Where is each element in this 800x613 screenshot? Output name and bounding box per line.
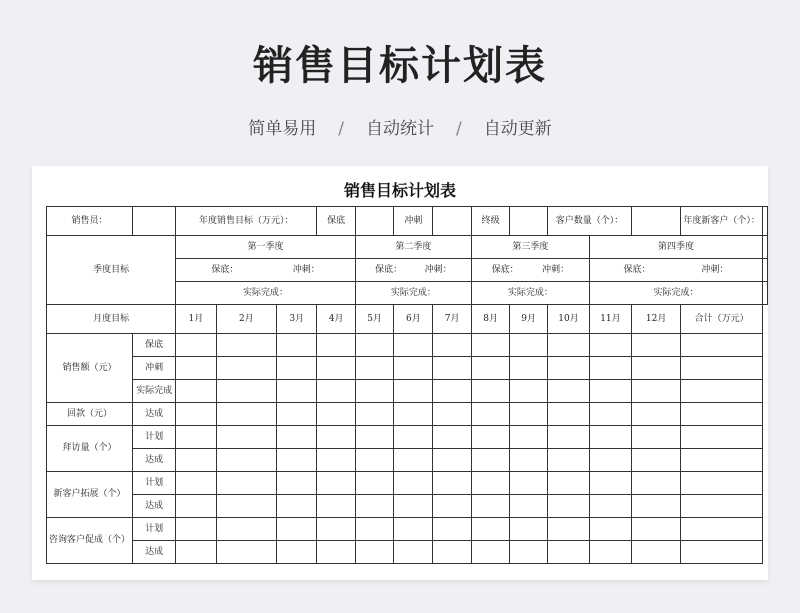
new-clients-label: 新客户拓展（个） (47, 472, 133, 518)
month-target-label: 月度目标 (47, 305, 176, 334)
data-cell[interactable] (355, 334, 393, 357)
sales-target-table (46, 206, 768, 564)
q3-actual[interactable]: 实际完成： (471, 282, 589, 305)
final-label: 终级 (471, 207, 509, 236)
data-cell[interactable] (394, 426, 433, 449)
data-cell[interactable] (589, 357, 631, 380)
data-cell[interactable] (355, 380, 393, 403)
data-cell[interactable] (216, 472, 277, 495)
table-row (47, 403, 768, 426)
data-cell[interactable] (681, 495, 763, 518)
data-cell[interactable] (547, 449, 589, 472)
data-cell[interactable] (433, 403, 471, 426)
data-cell[interactable] (510, 518, 548, 541)
data-cell[interactable] (317, 518, 355, 541)
data-cell[interactable] (589, 541, 631, 564)
month-4: 4月 (317, 305, 355, 334)
data-cell[interactable] (589, 472, 631, 495)
data-cell[interactable] (394, 380, 433, 403)
visits-achieved-label: 达成 (133, 449, 176, 472)
subtitle-separator: / (456, 119, 462, 139)
data-cell[interactable] (394, 472, 433, 495)
visits-plan-label: 计划 (133, 426, 176, 449)
data-cell[interactable] (471, 334, 509, 357)
data-cell[interactable] (681, 403, 763, 426)
data-cell[interactable] (471, 541, 509, 564)
q1-sprint-label: 冲刺： (292, 264, 320, 275)
data-cell[interactable] (277, 541, 317, 564)
data-cell[interactable] (277, 449, 317, 472)
data-cell[interactable] (216, 449, 277, 472)
q4-targets[interactable] (589, 259, 762, 282)
sales-sprint-label: 冲刺 (133, 357, 176, 380)
data-cell[interactable] (394, 495, 433, 518)
data-cell[interactable] (176, 541, 216, 564)
data-cell[interactable] (355, 495, 393, 518)
data-cell[interactable] (589, 426, 631, 449)
data-cell[interactable] (433, 449, 471, 472)
data-cell[interactable] (317, 357, 355, 380)
data-cell[interactable] (216, 518, 277, 541)
data-cell[interactable] (216, 541, 277, 564)
data-cell[interactable] (471, 518, 509, 541)
guarantee-value[interactable] (355, 207, 393, 236)
data-cell[interactable] (317, 472, 355, 495)
data-cell[interactable] (277, 518, 317, 541)
visits-label: 拜访量（个） (47, 426, 133, 472)
data-cell[interactable] (510, 472, 548, 495)
data-cell[interactable] (277, 472, 317, 495)
table-row (47, 541, 768, 564)
data-cell[interactable] (631, 449, 680, 472)
month-11: 11月 (589, 305, 631, 334)
data-cell[interactable] (681, 426, 763, 449)
month-8: 8月 (471, 305, 509, 334)
data-cell[interactable] (547, 357, 589, 380)
data-cell[interactable] (547, 541, 589, 564)
data-cell[interactable] (216, 403, 277, 426)
q2-targets[interactable] (355, 259, 471, 282)
table-row (47, 380, 768, 403)
q1-actual[interactable]: 实际完成： (176, 282, 356, 305)
data-cell[interactable] (394, 518, 433, 541)
data-cell[interactable] (355, 449, 393, 472)
annual-target-label: 年度销售目标（万元）： (176, 207, 317, 236)
data-cell[interactable] (681, 380, 763, 403)
data-cell[interactable] (277, 495, 317, 518)
sales-guarantee-label: 保底 (133, 334, 176, 357)
table-row (47, 357, 768, 380)
data-cell[interactable] (176, 403, 216, 426)
data-cell[interactable] (317, 495, 355, 518)
data-cell[interactable] (355, 472, 393, 495)
data-cell[interactable] (681, 357, 763, 380)
customer-count-label: 客户数量（个）： (547, 207, 631, 236)
data-cell[interactable] (394, 403, 433, 426)
data-cell[interactable] (471, 426, 509, 449)
data-cell[interactable] (216, 495, 277, 518)
data-cell[interactable] (547, 472, 589, 495)
consult-plan-label: 计划 (133, 518, 176, 541)
data-cell[interactable] (547, 380, 589, 403)
data-cell[interactable] (355, 403, 393, 426)
data-cell[interactable] (176, 472, 216, 495)
sprint-label: 冲刺 (394, 207, 433, 236)
data-cell[interactable] (433, 518, 471, 541)
data-cell[interactable] (589, 518, 631, 541)
subtitle-item-auto-stats: 自动统计 (366, 119, 434, 139)
quarter-blank-cell (763, 282, 768, 305)
total-label: 合计（万元） (681, 305, 763, 334)
data-cell[interactable] (547, 426, 589, 449)
data-cell[interactable] (317, 426, 355, 449)
data-cell[interactable] (277, 357, 317, 380)
q4-actual[interactable]: 实际完成： (589, 282, 762, 305)
data-cell[interactable] (216, 357, 277, 380)
data-cell[interactable] (631, 472, 680, 495)
data-cell[interactable] (317, 541, 355, 564)
final-value[interactable] (510, 207, 548, 236)
quarter-2-label: 第二季度 (355, 236, 471, 259)
table-row (47, 518, 768, 541)
month-10: 10月 (547, 305, 589, 334)
data-cell[interactable] (433, 357, 471, 380)
data-cell[interactable] (631, 541, 680, 564)
subtitle (0, 114, 800, 139)
month-12: 12月 (631, 305, 680, 334)
data-cell[interactable] (510, 403, 548, 426)
data-cell[interactable] (510, 495, 548, 518)
customer-count-value[interactable] (631, 207, 680, 236)
q2-guarantee-label: 保底： (375, 264, 403, 275)
data-cell[interactable] (176, 518, 216, 541)
new-customers-label: 年度新客户（个）： (681, 207, 763, 236)
data-cell[interactable] (176, 334, 216, 357)
data-cell[interactable] (547, 495, 589, 518)
data-cell[interactable] (394, 541, 433, 564)
data-cell[interactable] (589, 449, 631, 472)
q1-guarantee-label: 保底： (211, 264, 239, 275)
data-cell[interactable] (589, 403, 631, 426)
q2-actual[interactable]: 实际完成： (355, 282, 471, 305)
month-3: 3月 (277, 305, 317, 334)
data-cell[interactable] (216, 334, 277, 357)
month-2: 2月 (216, 305, 277, 334)
data-cell[interactable] (631, 495, 680, 518)
data-cell[interactable] (433, 334, 471, 357)
data-cell[interactable] (176, 426, 216, 449)
quarter-blank-cell (763, 259, 768, 282)
data-cell[interactable] (471, 357, 509, 380)
new-clients-achieved-label: 达成 (133, 495, 176, 518)
new-customers-value[interactable] (763, 207, 768, 236)
data-cell[interactable] (547, 518, 589, 541)
table-row (47, 495, 768, 518)
table-row (47, 449, 768, 472)
data-cell[interactable] (216, 426, 277, 449)
data-cell[interactable] (355, 518, 393, 541)
data-cell[interactable] (589, 334, 631, 357)
data-cell[interactable] (176, 357, 216, 380)
quarter-4-label: 第四季度 (589, 236, 762, 259)
sales-amount-label: 销售额（元） (47, 334, 133, 403)
data-cell[interactable] (510, 334, 548, 357)
sheet-title: 销售目标计划表 (343, 181, 456, 200)
data-cell[interactable] (433, 495, 471, 518)
q3-guarantee-label: 保底： (491, 264, 519, 275)
quarter-3-label: 第三季度 (471, 236, 589, 259)
data-cell[interactable] (631, 426, 680, 449)
data-cell[interactable] (471, 403, 509, 426)
data-cell[interactable] (471, 472, 509, 495)
data-cell[interactable] (355, 541, 393, 564)
data-cell[interactable] (394, 357, 433, 380)
data-cell[interactable] (317, 403, 355, 426)
data-cell[interactable] (433, 380, 471, 403)
salesperson-label: 销售员： (47, 207, 133, 236)
spreadsheet-preview (32, 166, 768, 580)
data-cell[interactable] (277, 426, 317, 449)
data-cell[interactable] (317, 380, 355, 403)
data-cell[interactable] (433, 426, 471, 449)
month-7: 7月 (433, 305, 471, 334)
salesperson-value[interactable] (133, 207, 176, 236)
q4-guarantee-label: 保底： (623, 264, 651, 275)
data-cell[interactable] (471, 449, 509, 472)
data-cell[interactable] (631, 380, 680, 403)
data-cell[interactable] (510, 541, 548, 564)
data-cell[interactable] (631, 357, 680, 380)
data-cell[interactable] (681, 541, 763, 564)
sales-actual-label: 实际完成 (133, 380, 176, 403)
data-cell[interactable] (681, 449, 763, 472)
data-cell[interactable] (317, 449, 355, 472)
month-1: 1月 (176, 305, 216, 334)
data-cell[interactable] (510, 426, 548, 449)
collection-label: 回款（元） (47, 403, 133, 426)
quarter-blank-cell (763, 236, 768, 259)
month-header-row (47, 305, 768, 334)
q3-targets[interactable] (471, 259, 589, 282)
data-cell[interactable] (176, 495, 216, 518)
data-cell[interactable] (277, 380, 317, 403)
q1-targets[interactable] (176, 259, 356, 282)
data-cell[interactable] (589, 380, 631, 403)
data-cell[interactable] (433, 472, 471, 495)
quarter-1-label: 第一季度 (176, 236, 356, 259)
data-cell[interactable] (510, 449, 548, 472)
page-title: 销售目标计划表 (253, 43, 547, 89)
data-cell[interactable] (394, 449, 433, 472)
data-cell[interactable] (176, 449, 216, 472)
info-row (47, 207, 768, 236)
subtitle-separator: / (338, 119, 344, 139)
q3-sprint-label: 冲刺： (542, 264, 570, 275)
data-cell[interactable] (681, 334, 763, 357)
consult-achieved-label: 达成 (133, 541, 176, 564)
data-cell[interactable] (471, 380, 509, 403)
month-5: 5月 (355, 305, 393, 334)
data-cell[interactable] (547, 334, 589, 357)
data-cell[interactable] (355, 357, 393, 380)
data-cell[interactable] (216, 380, 277, 403)
data-cell[interactable] (681, 518, 763, 541)
data-cell[interactable] (277, 334, 317, 357)
month-6: 6月 (394, 305, 433, 334)
collection-achieved-label: 达成 (133, 403, 176, 426)
month-9: 9月 (510, 305, 548, 334)
data-cell[interactable] (317, 334, 355, 357)
data-cell[interactable] (547, 403, 589, 426)
data-cell[interactable] (355, 426, 393, 449)
data-cell[interactable] (631, 403, 680, 426)
quarter-target-label: 季度目标 (47, 236, 176, 305)
consult-clients-label: 咨询客户促成（个） (47, 518, 133, 564)
data-cell[interactable] (176, 380, 216, 403)
data-cell[interactable] (510, 380, 548, 403)
data-cell[interactable] (433, 541, 471, 564)
table-row (47, 472, 768, 495)
subtitle-item-easy: 简单易用 (248, 119, 317, 139)
data-cell[interactable] (277, 403, 317, 426)
sprint-value[interactable] (433, 207, 471, 236)
data-cell[interactable] (589, 495, 631, 518)
table-row (47, 426, 768, 449)
data-cell[interactable] (681, 472, 763, 495)
data-cell[interactable] (394, 334, 433, 357)
data-cell[interactable] (631, 518, 680, 541)
guarantee-label: 保底 (317, 207, 355, 236)
q2-sprint-label: 冲刺： (424, 264, 452, 275)
table-row (47, 334, 768, 357)
quarter-header-row (47, 236, 768, 259)
data-cell[interactable] (471, 495, 509, 518)
data-cell[interactable] (510, 357, 548, 380)
new-clients-plan-label: 计划 (133, 472, 176, 495)
subtitle-item-auto-update: 自动更新 (483, 119, 552, 139)
data-cell[interactable] (631, 334, 680, 357)
q4-sprint-label: 冲刺： (701, 264, 729, 275)
